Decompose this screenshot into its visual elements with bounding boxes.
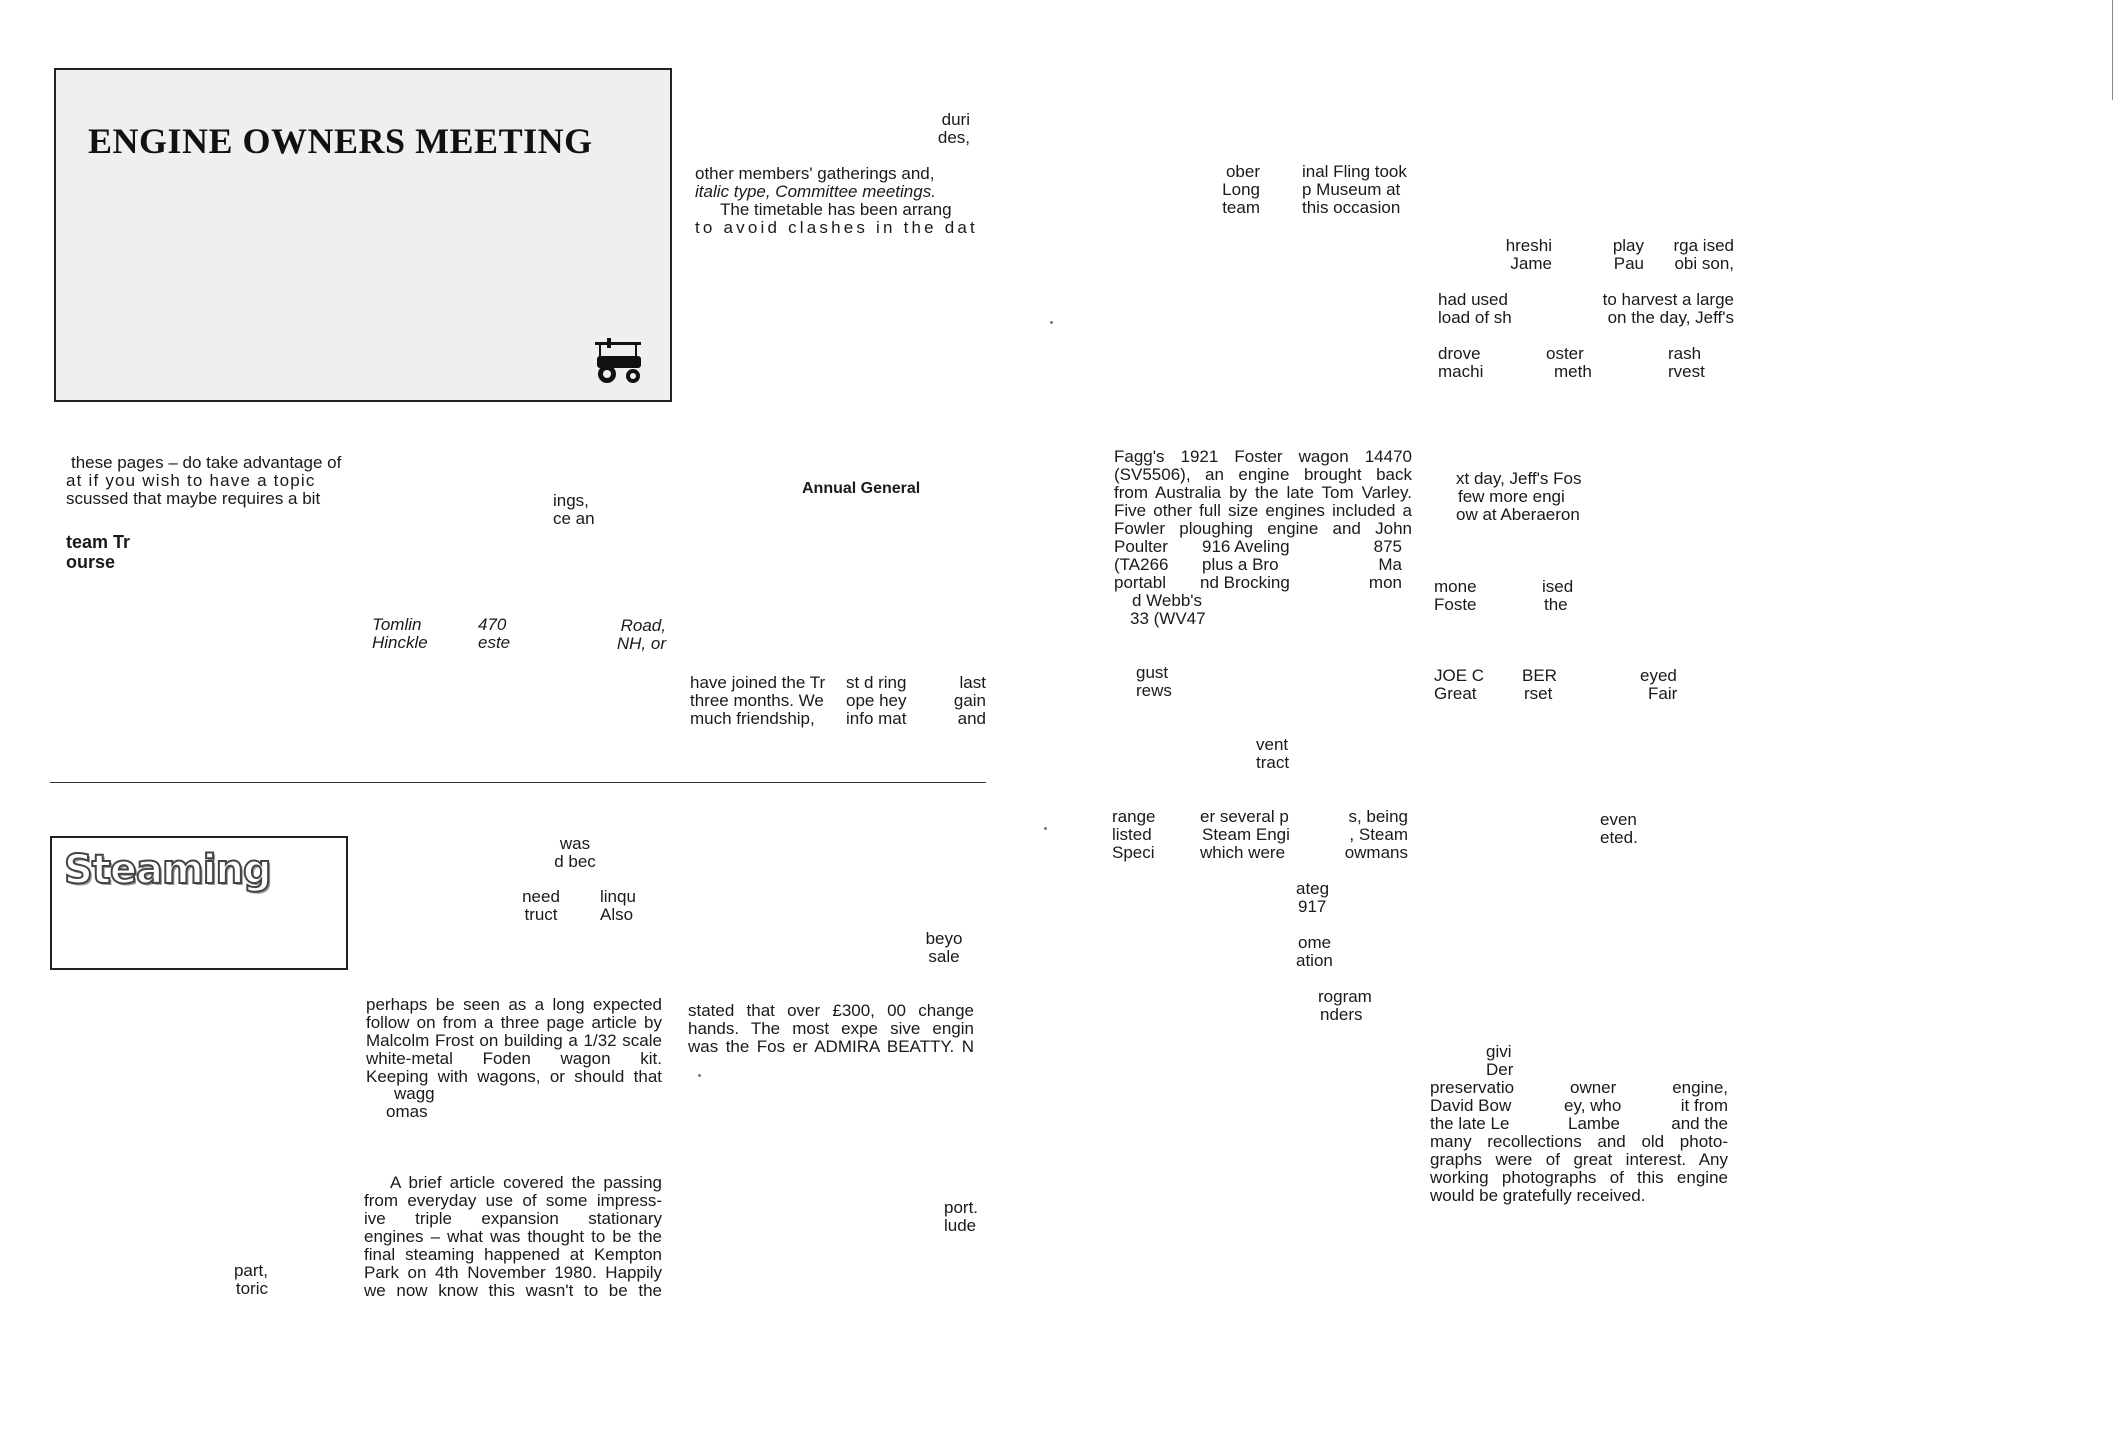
fagg-paragraph: Fagg's 1921 Foster wagon 14470 (SV5506), an engine brought back from Australia by the late Tom Varley. Five other full size engines included a Fowler ploughing engine and John — [1114, 447, 1412, 538]
right-top-fragment-b: inal Fling took p Museum at this occasion — [1302, 162, 1407, 217]
harvest-fragment: to harvest a large on the day, Jeff's — [1602, 290, 1734, 327]
part-fragment: part, toric — [233, 1261, 268, 1298]
stated-paragraph: stated that over £300, 00 change hands. The most expe sive engin was the Fos er ADMIRA BEATTY. N — [688, 1001, 974, 1056]
col2-top-fragment: duri des, — [937, 110, 970, 147]
steam-fragment-c: linqu Also — [600, 887, 636, 924]
threshing-fragment-3: rga ised obi son, — [1673, 236, 1734, 273]
mone-fragment-b: ised the — [1542, 577, 1574, 614]
preservation-paragraph: many recollections and old photo- graphs were of great interest. Any working photographs of this engine would be gratefully received. — [1430, 1132, 1728, 1205]
fagg-fragment-c: 875 Ma mon — [1368, 537, 1402, 592]
preservation-fragment-a: preservatio David Bow the late Le — [1430, 1078, 1515, 1133]
rogram-fragment: rogram nders — [1318, 987, 1372, 1024]
preservation-fragment-b: owner ey, who Lambe — [1564, 1078, 1622, 1133]
address-fragment-a: Tomlin Hinckle — [372, 615, 428, 652]
range-fragment-b: er several p Steam Engi which were — [1200, 807, 1290, 862]
joined-col-a: have joined the Tr three months. We much friendship, — [690, 673, 826, 728]
joe-fragment-b: BER rset — [1522, 666, 1557, 703]
joe-fragment-c: eyed Fair — [1640, 666, 1678, 703]
col1-heading: team Tr ourse — [66, 532, 131, 572]
threshing-fragment-1: hreshi Jame — [1505, 236, 1552, 273]
joe-fragment-a: JOE C Great — [1434, 666, 1485, 703]
fagg-fragment-d: d Webb's 33 (WV47 — [1130, 591, 1206, 628]
perhaps-fragment: wagg omas — [386, 1084, 435, 1121]
col2-top-paragraph: other members' gatherings and, italic type, Committee meetings. The timetable has been arrang to avoid clashes in the dat — [695, 164, 978, 237]
header-box — [54, 68, 672, 402]
steaming-logo: Steaming — [64, 847, 271, 893]
joined-col-b: st d ring ope hey info mat — [846, 673, 907, 728]
rash-fragment: rash rvest — [1668, 344, 1705, 381]
section-divider — [50, 782, 986, 783]
preservation-fragment-c: engine, it from and the — [1671, 1078, 1728, 1133]
right-top-fragment-a: ober Long team — [1222, 162, 1260, 217]
mone-fragment-a: mone Foste — [1434, 577, 1477, 614]
mid-fragment: ings, ce an — [553, 491, 595, 528]
stray-mark — [698, 1074, 701, 1077]
range-fragment-a: range listed Speci — [1112, 807, 1156, 862]
vent-fragment: vent tract — [1256, 735, 1290, 772]
givi-fragment: givi Der — [1486, 1042, 1514, 1079]
brief-paragraph: A brief article covered the passing from everyday use of some impress- ive triple expansion stationary engines – what was thought to be the final steaming happened at Kempton Park on 4th November 1980. Happily we now know this wasn't to be the — [364, 1173, 662, 1300]
col1-paragraph: these pages – do take advantage of at if you wish to have a topic scussed that maybe requires a bit — [66, 453, 342, 508]
page-title: ENGINE OWNERS MEETING — [88, 121, 593, 161]
port-fragment: port. lude — [944, 1198, 979, 1235]
ateg-fragment: ateg 917 — [1296, 879, 1330, 916]
range-fragment-c: s, being , Steam owmans — [1344, 807, 1408, 862]
page-edge — [2112, 0, 2113, 100]
next-day-fragment: xt day, Jeff's Fos few more engi ow at Aberaeron — [1456, 469, 1582, 524]
drove-fragment: drove machi — [1438, 344, 1484, 381]
steam-fragment-d: beyo sale — [925, 929, 963, 966]
ome-fragment: ome ation — [1296, 933, 1333, 970]
perhaps-paragraph: perhaps be seen as a long expected follow on from a three page article by Malcolm Frost on building a 1/32 scale white-metal Foden wagon kit. Keeping with wagons, or should that — [366, 995, 662, 1086]
traction-engine-icon — [593, 338, 645, 384]
joined-col-c: last gain and — [953, 673, 986, 728]
address-fragment-c: Road, NH, or — [616, 616, 666, 653]
fagg-fragment-a: Poulter (TA266 portabl — [1114, 537, 1169, 592]
threshing-fragment-2: play Pau — [1612, 236, 1644, 273]
gutter-mark — [1044, 827, 1047, 830]
steam-fragment-b: need truct — [522, 887, 560, 924]
gutter-mark — [1050, 321, 1053, 324]
address-fragment-b: 470 este — [478, 615, 511, 652]
steam-fragment-a: was d bec — [554, 834, 596, 871]
had-used-fragment: had used load of sh — [1438, 290, 1512, 327]
oster-fragment: oster meth — [1546, 344, 1592, 381]
fagg-fragment-b: 916 Aveling plus a Bro nd Brocking — [1200, 537, 1290, 592]
gust-fragment: gust rews — [1136, 663, 1172, 700]
even-fragment: even eted. — [1600, 810, 1638, 847]
annual-general-heading: Annual General — [802, 480, 921, 497]
